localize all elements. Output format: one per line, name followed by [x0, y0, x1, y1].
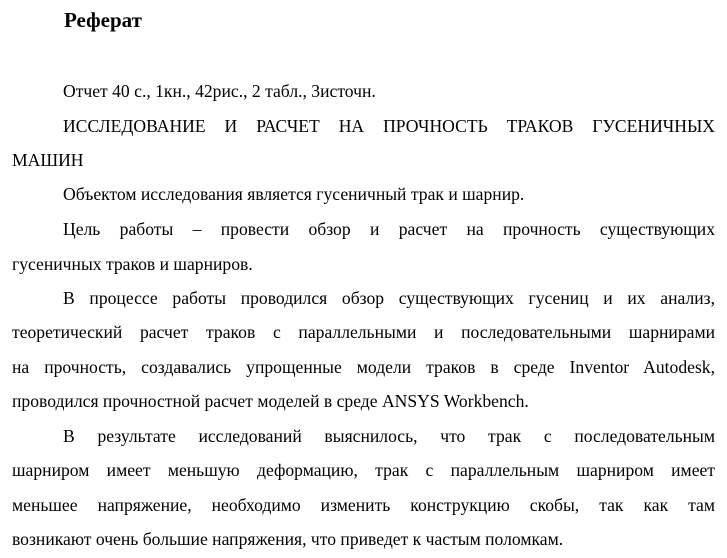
research-object-line: Объектом исследования является гусеничный трак и шарнир. [63, 184, 525, 204]
document-heading: Реферат [64, 8, 142, 32]
process-line-1: В процессе работы проводился обзор существующих гусениц и их анализ, [63, 288, 715, 308]
report-title-line-2: МАШИН [12, 150, 84, 170]
results-line-1: В результате исследований выяснилось, что трак с последовательным [63, 426, 715, 446]
goal-line-2: гусеничных траков и шарниров. [12, 254, 253, 274]
process-line-4: проводился прочностной расчет моделей в среде ANSYS Workbench. [12, 391, 529, 411]
report-stats-line: Отчет 40 с., 1кн., 42рис., 2 табл., 3источн. [63, 81, 376, 101]
results-line-4: возникают очень большие напряжения, что приведет к частым поломкам. [12, 529, 564, 549]
report-title-line-1: ИССЛЕДОВАНИЕ И РАСЧЕТ НА ПРОЧНОСТЬ ТРАКОВ ГУСЕНИЧНЫХ [63, 116, 715, 136]
results-line-2: шарниром имеет меньшую деформацию, трак с параллельным шарниром имеет [12, 460, 715, 480]
process-line-3: на прочность, создавались упрощенные модели траков в среде Inventor Autodesk, [12, 357, 715, 377]
results-line-3: меньшее напряжение, необходимо изменить конструкцию скобы, так как там [12, 495, 715, 515]
process-line-2: теоретический расчет траков с параллельными и последовательными шарнирами [12, 322, 715, 342]
goal-line-1: Цель работы – провести обзор и расчет на прочность существующих [63, 219, 715, 239]
